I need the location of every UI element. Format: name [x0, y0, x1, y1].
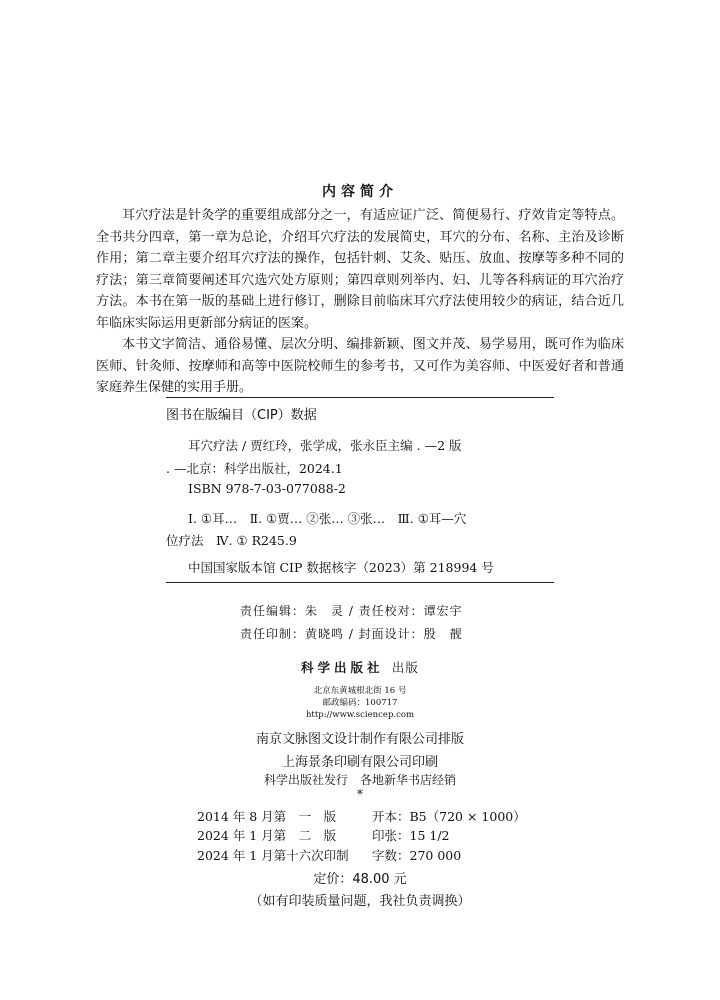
cip-line-2: . —北京：科学出版社，2024.1 — [166, 461, 343, 476]
edition-spec: 字数：270 000 — [372, 848, 462, 863]
cip-line-6: 中国国家版本馆 CIP 数据核字（2023）第 218994 号 — [188, 560, 494, 575]
publisher-url: http://www.sciencep.com — [305, 710, 415, 720]
cip-bottom-rule — [166, 582, 554, 583]
publisher-suffix: 出版 — [391, 660, 419, 675]
edition-date: 2014 年 8 月第 一 版 — [197, 809, 337, 824]
distribution-line: 科学出版社发行 各地新华书店经销 — [263, 773, 456, 787]
edition-date: 2024 年 1 月第 二 版 — [197, 828, 337, 843]
edition-row — [197, 807, 526, 825]
publisher-postcode: 邮政编码：100717 — [322, 698, 398, 708]
staff-line-1: 责任编辑：朱 灵 / 责任校对：谭宏宇 — [240, 604, 463, 618]
separator-star: * — [357, 787, 363, 801]
edition-row — [197, 826, 450, 844]
cip-line-4: Ⅰ. ①耳… Ⅱ. ①贾… ②张… ③张… Ⅲ. ①耳—穴 — [188, 511, 467, 526]
price-label: 定价：48.00 元 — [313, 872, 407, 887]
edition-date: 2024 年 1 月第十六次印制 — [197, 848, 349, 863]
cip-title: 图书在版编目（CIP）数据 — [166, 408, 317, 423]
intro-paragraph-2: 本书文字简洁、通俗易懂、层次分明、编排新颖、图文并茂、易学易用，既可作为临床医师、针灸师、按摩师和高等中医院校师生的参考书，又可作为美容师、中医爱好者和普通家庭养生保健的实用手册。 — [96, 337, 624, 395]
publisher-line — [0, 658, 720, 676]
edition-row — [197, 846, 461, 864]
intro-body — [96, 205, 624, 399]
edition-spec: 印张：15 1/2 — [372, 828, 450, 843]
cip-line-5: 位疗法 Ⅳ. ① R245.9 — [166, 533, 297, 548]
edition-spec: 开本：B5（720 × 1000） — [372, 809, 526, 824]
printer-line: 上海景条印刷有限公司印刷 — [281, 755, 438, 770]
typeset-line: 南京文脉图文设计制作有限公司排版 — [255, 732, 464, 747]
price-note: （如有印装质量问题，我社负责调换） — [249, 894, 471, 909]
staff-line-2: 责任印制：黄晓鸣 / 封面设计：殷 靓 — [240, 627, 463, 641]
publisher-address: 北京东黄城根北街 16 号 — [313, 686, 407, 696]
publisher-name: 科学出版社 — [301, 660, 384, 675]
intro-paragraph-1: 耳穴疗法是针灸学的重要组成部分之一，有适应证广泛、简便易行、疗效肯定等特点。全书共分四章，第一章为总论，介绍耳穴疗法的发展简史，耳穴的分布、名称、主治及诊断作用；第二章主要介绍耳穴疗法的操作，包括针刺、艾灸、贴压、放血、按摩等多种不同的疗法；第三章简要阐述耳穴选穴处方原则；第四章则列举内、妇、儿等各科病证的耳穴治疗方法。本书在第一版的基础上进行修订，删除目前临床耳穴疗法使用较少的病证，结合近几年临床实际运用更新部分病证的医案。 — [96, 208, 624, 331]
intro-title: 内容简介 — [322, 184, 398, 200]
cip-isbn: ISBN 978-7-03-077088-2 — [188, 481, 346, 496]
cip-top-rule — [166, 397, 554, 398]
cip-line-1: 耳穴疗法 / 贾红玲，张学成，张永臣主编 . —2 版 — [188, 438, 462, 453]
